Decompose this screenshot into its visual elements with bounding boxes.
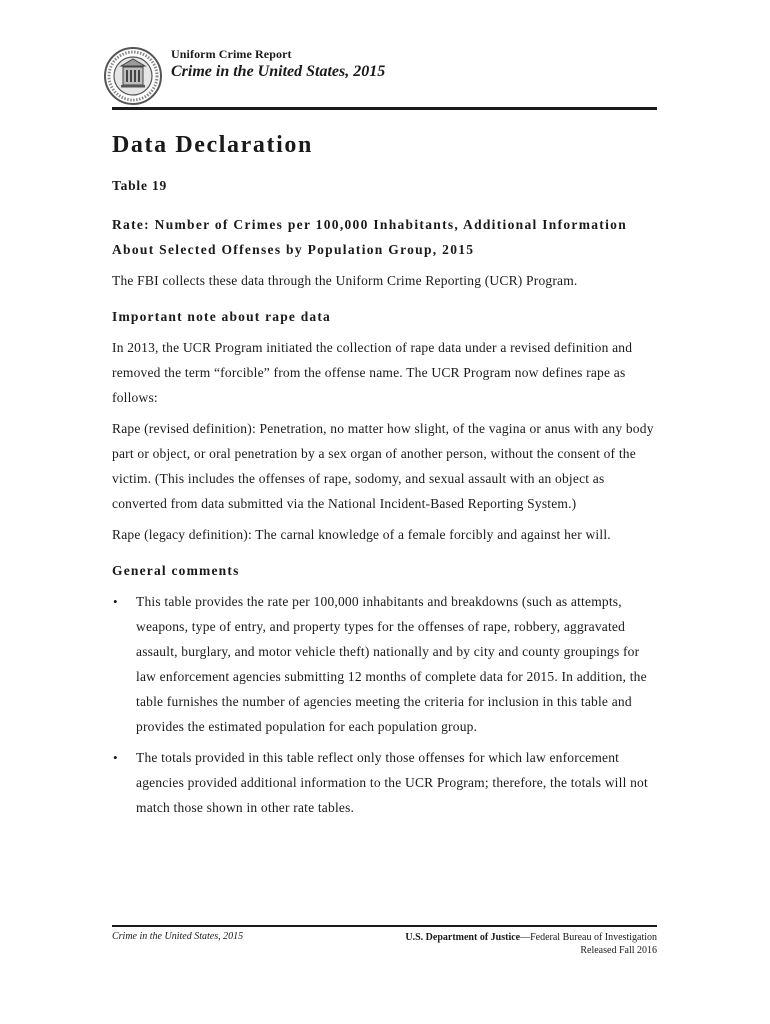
bullet-icon: • <box>113 594 118 609</box>
main-content <box>112 128 660 820</box>
footer-divider <box>112 925 657 927</box>
intro-paragraph: The FBI collects these data through the Uniform Crime Reporting (UCR) Program. <box>112 273 578 288</box>
footer-department: U.S. Department of Justice <box>405 932 521 943</box>
footer-bureau: —Federal Bureau of Investigation <box>520 932 657 943</box>
bullet-icon: • <box>113 750 118 765</box>
table-subtitle: Rate: Number of Crimes per 100,000 Inhabitants, Additional Information About Selected Offenses by Population Group, 2015 <box>112 217 628 257</box>
footer-release-date: Released Fall 2016 <box>580 945 657 956</box>
table-label: Table 19 <box>112 178 168 193</box>
rape-note-paragraph-2: Rape (revised definition): Penetration, no matter how slight, of the vagina or anus with any body part or object, or oral penetration by a sex organ of another person, without the consent of the victim. (This includes the offenses of rape, sodomy, and sexual assault with an object as converted from data submitted via the National Incident-Based Reporting System.) <box>112 421 654 511</box>
page-title: Data Declaration <box>112 132 313 158</box>
list-item <box>112 589 660 739</box>
header-divider <box>112 107 657 110</box>
rape-note-heading: Important note about rape data <box>112 309 332 324</box>
publication-title: Crime in the United States, 2015 <box>171 63 386 80</box>
general-comments-list <box>112 589 660 820</box>
list-item-text: This table provides the rate per 100,000 inhabitants and breakdowns (such as attempts, weapons, type of entry, and property types for the offenses of rape, robbery, aggravated assault, burglary, and motor vehicle theft) nationally and by city and county groupings for law enforcement agencies submitting 12 months of complete data for 2015. In addition, the table furnishes the number of agencies meeting the criteria for inclusion in this table and provides the estimated population for each population group. <box>136 594 647 734</box>
report-name: Uniform Crime Report <box>171 47 292 61</box>
rape-note-paragraph-1: In 2013, the UCR Program initiated the collection of rape data under a revised definition and removed the term “forcible” from the offense name. The UCR Program now defines rape as follows: <box>112 340 633 405</box>
footer-publication: Crime in the United States, 2015 <box>112 931 244 942</box>
list-item-text: The totals provided in this table reflect only those offenses for which law enforcement agencies provided additional information to the UCR Program; therefore, the totals will not match those shown in other rate tables. <box>136 750 648 815</box>
rape-note-paragraph-3: Rape (legacy definition): The carnal knowledge of a female forcibly and against her will. <box>112 527 611 542</box>
list-item <box>112 745 660 820</box>
footer-agency <box>405 931 657 957</box>
general-comments-heading: General comments <box>112 563 240 578</box>
fbi-seal-icon <box>103 46 163 106</box>
